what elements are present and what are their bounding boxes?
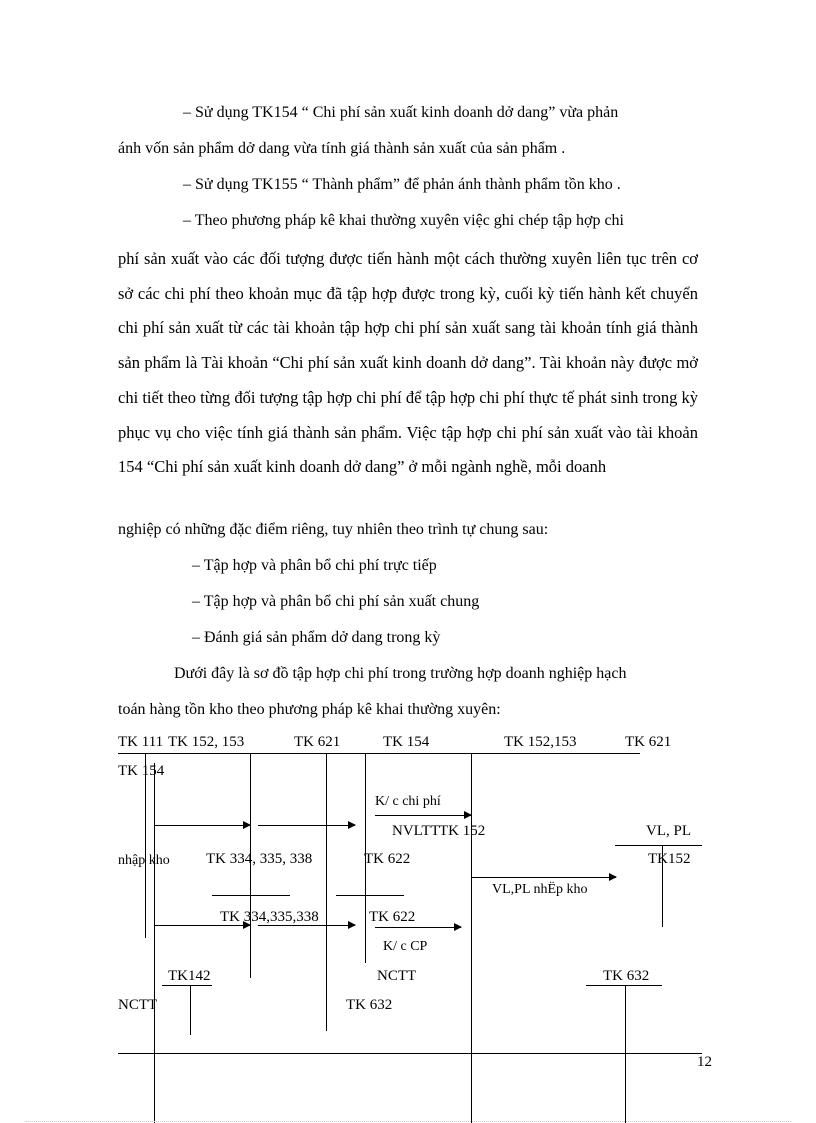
diagram-vline-tk154 — [365, 753, 366, 963]
diagram-vline-tk632 — [625, 985, 626, 1123]
para-1-line-2: ánh vốn sản phẩm dở dang vừa tính giá thành sản xuất của sản phẩm . — [118, 140, 566, 157]
diagram-arrow-kc-nvl — [375, 815, 471, 816]
label-nvltt: NVLTT — [392, 823, 440, 839]
label-kc-chi-phi: K/ c chi phí — [375, 794, 441, 809]
label-tk152-b: TK152 — [648, 851, 691, 867]
label-tk111: TK 111 — [118, 734, 164, 750]
diagram-arrow-2 — [258, 825, 355, 826]
diagram-vline-tk152 — [250, 753, 251, 978]
para-4-line-2: toán hàng tồn kho theo phương pháp kê khai thường xuyên: — [118, 701, 501, 718]
bullet-1: – Tập hợp và phân bổ chi phí trực tiếp — [192, 557, 437, 574]
page-bottom-edge — [25, 1121, 791, 1122]
diagram-tk142-rule — [162, 985, 212, 986]
label-tk334-335-338-b: TK 334,335,338 — [220, 909, 319, 925]
diagram-arrow-4 — [258, 925, 355, 926]
diagram-tk622-rule — [336, 895, 404, 896]
label-tk621-b: TK 621 — [625, 734, 672, 750]
label-kc-cp: K/ c CP — [383, 939, 428, 954]
diagram-arrow-vl-pl — [471, 877, 616, 878]
bullet-2: – Tập hợp và phân bổ chi phí sản xuất chung — [192, 593, 480, 610]
diagram-arrow-3 — [154, 925, 250, 926]
diagram-vline-tk154-left — [154, 763, 155, 1123]
label-tk142: TK142 — [168, 968, 211, 984]
para-4-line-1: Dưới đây là sơ đồ tập hợp chi phí trong trường hợp doanh nghiệp hạch — [174, 665, 627, 682]
label-tk152-153-b: TK 152,153 — [504, 734, 577, 750]
para-3-line-1: – Theo phương pháp kê khai thường xuyên việc ghi chép tập hợp chi — [183, 212, 624, 229]
para-3-body: phí sản xuất vào các đối tượng được tiến hành một cách thường xuyên liên tục trên cơ sở các chi phí theo khoản mục đã tập hợp được trong kỳ, cuối kỳ tiến hành kết chuyển chi phí sản xuất từ các tài khoản tập hợp chi phí sản xuất sang tài khoản tính giá thành sản phẩm là Tài khoản “Chi phí sản xuất kinh doanh dở dang”. Tài khoản này được mở chi tiết theo từng đối tượng tập hợp chi phí để tập hợp chi phí thực tế phát sinh trong kỳ phục vụ cho việc tính giá thành sản phẩm. Việc tập hợp chi phí sản xuất vào tài khoản 154 “Chi phí sản xuất kinh doanh dở dang” ở mỗi ngành nghề, mỗi doanh — [118, 249, 698, 477]
diagram-vline-tk621 — [326, 753, 327, 1031]
diagram-arrow-1 — [154, 825, 250, 826]
label-tk622-b: TK 622 — [369, 909, 416, 925]
diagram-vline-tk152-b — [662, 845, 663, 927]
label-nctt-a: NCTT — [377, 968, 417, 984]
label-vl-pl-nhap-kho: VL,PL nhËp kho — [492, 882, 588, 897]
para-3-last-line: nghiệp có những đặc điểm riêng, tuy nhiên theo trình tự chung sau: — [118, 521, 549, 538]
label-nctt-b: NCTT — [118, 997, 158, 1013]
label-tk621-a: TK 621 — [294, 734, 341, 750]
diagram-vlpl-rule — [615, 845, 702, 846]
label-vl-pl: VL, PL — [646, 823, 691, 839]
para-1-line-1: – Sử dụng TK154 “ Chi phí sản xuất kinh doanh dở dang” vừa phản — [183, 104, 619, 121]
para-2: – Sử dụng TK155 “ Thành phẩm” để phản ánh thành phẩm tồn kho . — [183, 176, 621, 193]
diagram-vline-main — [471, 753, 472, 1123]
diagram-vline-tk142 — [190, 985, 191, 1035]
page-number: 12 — [697, 1054, 712, 1070]
label-tk152-a: TK 152 — [439, 823, 486, 839]
label-tk154-b: TK 154 — [118, 763, 165, 779]
label-tk632-a: TK 632 — [603, 968, 650, 984]
diagram-tk632-rule — [586, 985, 662, 986]
bullet-3: – Đánh giá sản phẩm dở dang trong kỳ — [192, 629, 441, 646]
label-nhap-kho: nhập kho — [118, 853, 170, 868]
diagram-vline-tk111 — [145, 753, 146, 938]
diagram-tk334-rule — [212, 895, 290, 896]
label-tk632-b: TK 632 — [346, 997, 393, 1013]
diagram-top-rule — [118, 753, 640, 754]
label-tk622-a: TK 622 — [364, 851, 411, 867]
label-tk154: TK 154 — [383, 734, 430, 750]
diagram-bottom-rule — [118, 1053, 702, 1054]
label-tk152-153: TK 152, 153 — [168, 734, 245, 750]
label-tk334-335-338: TK 334, 335, 338 — [206, 851, 313, 867]
diagram-arrow-kc-cp — [375, 927, 461, 928]
